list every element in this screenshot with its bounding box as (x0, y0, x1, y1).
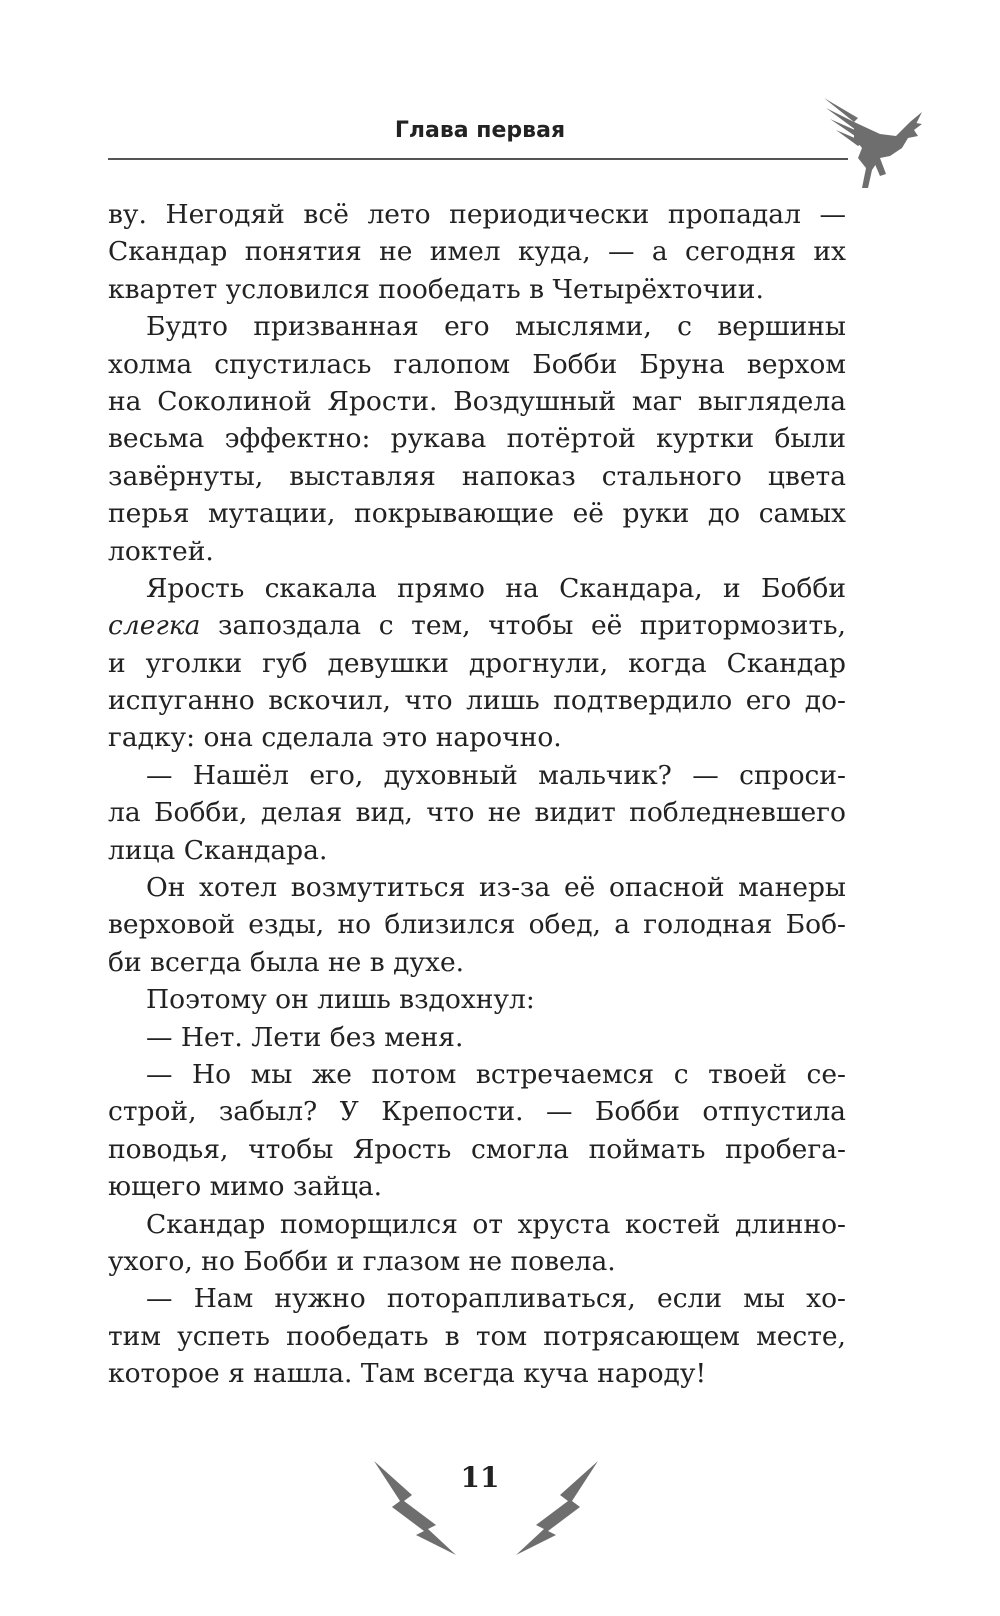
text-line: — Нам нужно поторапливаться, если мы хо- (146, 1283, 846, 1315)
winged-unicorn-icon (818, 92, 928, 192)
text-line (108, 607, 846, 644)
text-line: поводья, чтобы Ярость смогла поймать пробега- (108, 1133, 846, 1165)
text-line: тим успеть пообедать в том потрясающем месте, (108, 1320, 846, 1352)
lightning-bolt-icon (512, 1455, 600, 1555)
text-line: Ярость скакала прямо на Скандара, и Бобби (146, 572, 846, 604)
body-text (108, 196, 846, 1393)
text-line: ухого, но Бобби и глазом не повела. (108, 1245, 616, 1277)
text-line: — Нашёл его, духовный мальчик? — спроси- (146, 759, 846, 791)
chapter-title: Глава первая (394, 118, 566, 143)
text-line: испуганно вскочил, что лишь подтвердило его до- (108, 685, 846, 717)
text-line-rest: запоздала с тем, чтобы её притормозить, (218, 610, 846, 642)
text-line: ющего мимо зайца. (108, 1171, 383, 1203)
text-line: гадку: она сделала это нарочно. (108, 722, 562, 754)
text-line: верховой езды, но близился обед, а голодная Боб- (108, 909, 846, 941)
text-line: ву. Негодяй всё лето периодически пропадал — (108, 199, 846, 230)
text-line: холма спустилась галопом Бобби Бруна верхом (108, 348, 846, 380)
text-line: — Нет. Лети без меня. (146, 1021, 464, 1053)
text-line: ла Бобби, делая вид, что не видит побледневшего (108, 797, 846, 829)
text-line: Он хотел возмутиться из-за её опасной манеры (146, 872, 846, 904)
italic-word: слегка (108, 610, 201, 642)
text-line: на Соколиной Ярости. Воздушный маг выглядела (108, 385, 846, 417)
text-line: строй, забыл? У Крепости. — Бобби отпустила (108, 1096, 846, 1128)
text-line: завёрнуты, выставляя напоказ стального цвета (108, 460, 846, 492)
text-line: би всегда была не в духе. (108, 946, 465, 978)
page-footer (0, 1455, 1000, 1565)
text-line: локтей. (108, 535, 214, 567)
text-line: которое я нашла. Там всегда куча народу! (108, 1358, 707, 1390)
text-line: — Но мы же потом встречаемся с твоей се- (146, 1058, 846, 1090)
text-line: Скандар поморщился от хруста костей длинно- (146, 1208, 846, 1240)
text-line: квартет условился пообедать в Четырёхточии. (108, 273, 764, 305)
text-line: Скандар понятия не имел куда, — а сегодня их (108, 236, 846, 268)
header-rule (108, 158, 848, 160)
text-line: перья мутации, покрывающие её руки до самых (108, 498, 846, 530)
page-number: 11 (460, 1461, 500, 1494)
text-line: Поэтому он лишь вздохнул: (146, 984, 535, 1016)
text-line: весьма эффектно: рукава потёртой куртки были (108, 423, 846, 455)
text-line: лица Скандара. (108, 834, 328, 866)
text-line: и уголки губ девушки дрогнули, когда Скандар (108, 647, 846, 679)
text-line: Будто призванная его мыслями, с вершины (146, 311, 846, 343)
